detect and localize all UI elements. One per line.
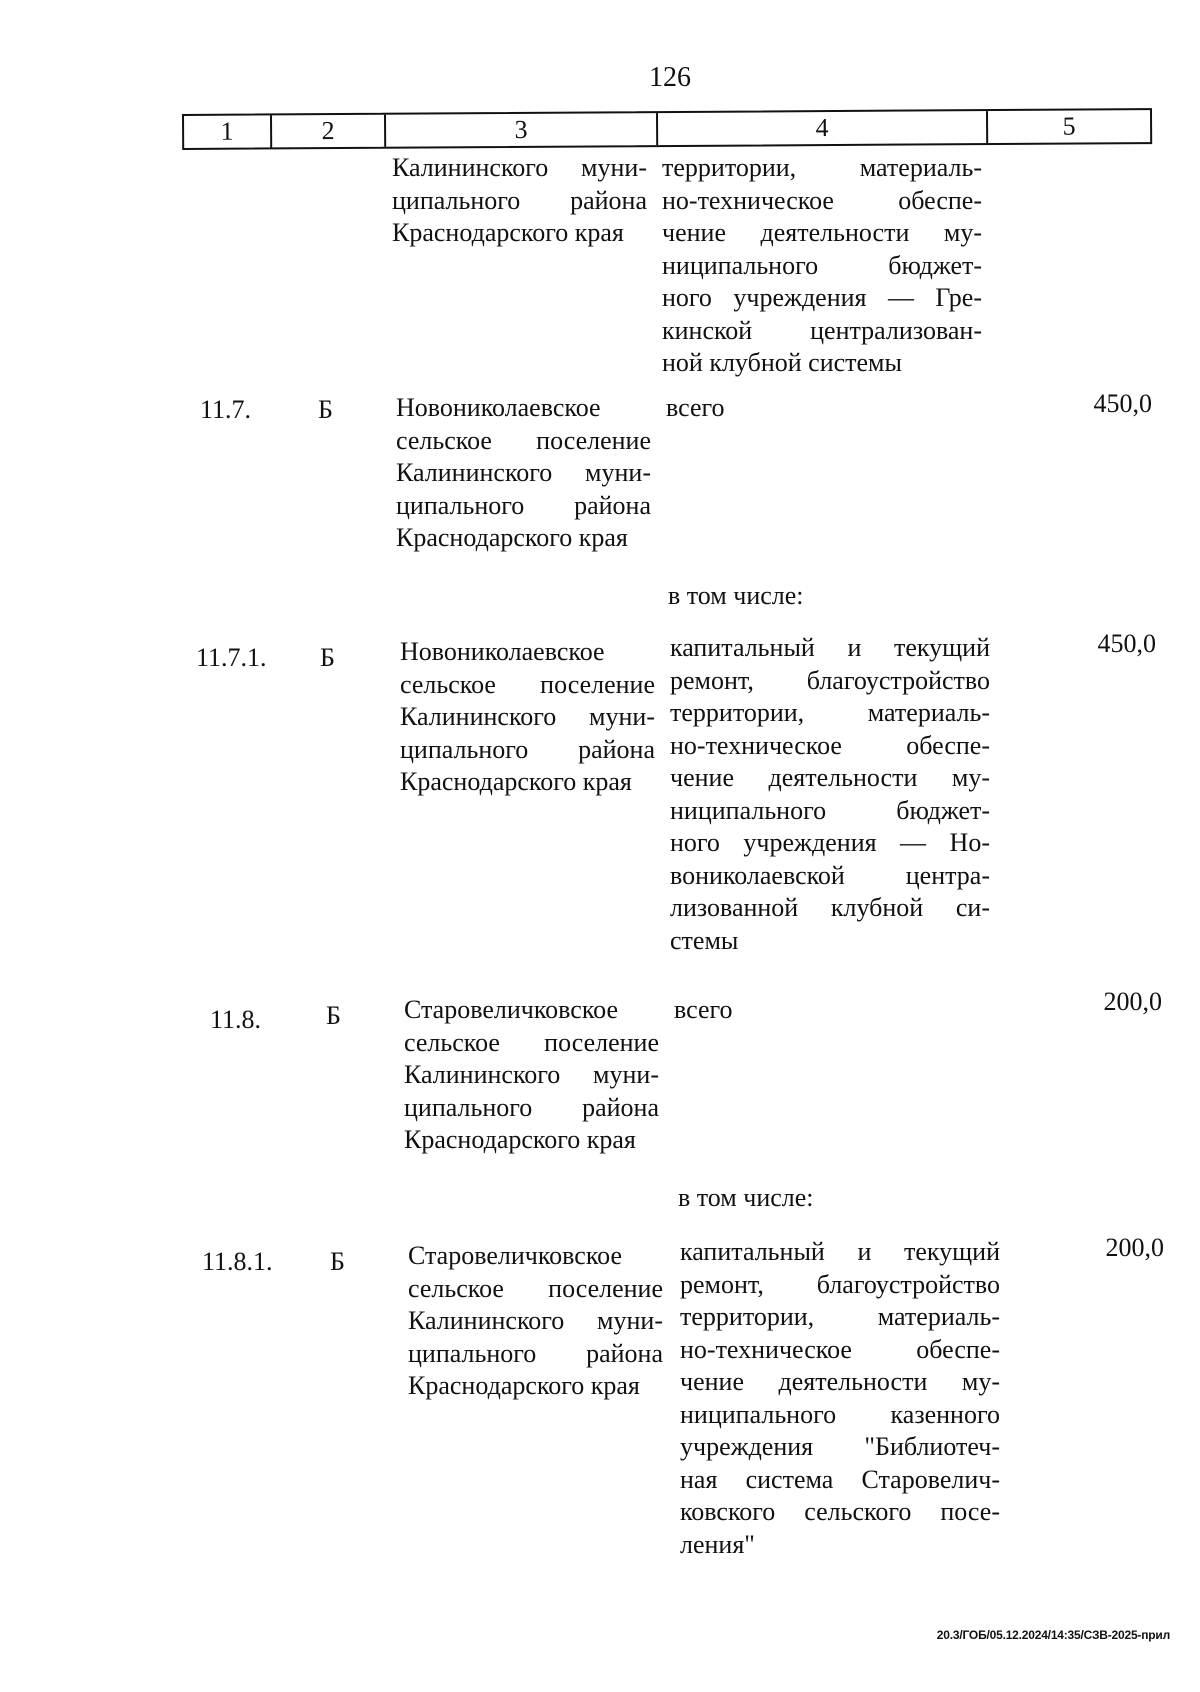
header-cell-5: 5 bbox=[986, 110, 1150, 143]
including-label: в том числе: bbox=[678, 1183, 814, 1212]
header-cell-2: 2 bbox=[270, 115, 384, 148]
header-cell-1: 1 bbox=[220, 116, 234, 146]
row-subject: Старовеличковское сельское поселение Калининского муни- ципального района Краснодарского края bbox=[404, 995, 659, 1154]
continuation-col3: Калининского муни- ципального района Краснодарского края bbox=[392, 153, 647, 247]
document-footer-code: 20.3/ГОБ/05.12.2024/14:35/СЗВ-2025-прил bbox=[936, 1628, 1170, 1642]
including-label: в том числе: bbox=[668, 581, 804, 610]
table-header-row bbox=[182, 108, 1152, 150]
row-subject: Новониколаевское сельское поселение Калининского муни- ципального района Краснодарского края bbox=[400, 637, 655, 796]
row-subject: Новониколаевское сельское поселение Калининского муни- ципального района Краснодарского края bbox=[396, 393, 651, 552]
row-purpose: капитальный и текущий ремонт, благоустройство территории, материаль- но-техническое обеспе- чение деятельности му- ниципального бюджет- ного учреждения — Но- вониколаевской центра- лизованной клубной си- стемы bbox=[670, 633, 990, 955]
row-type: Б bbox=[318, 395, 333, 424]
row-subject: Старовеличковское сельское поселение Калининского муни- ципального района Краснодарского края bbox=[408, 1241, 663, 1400]
row-amount: 450,0 bbox=[1093, 389, 1152, 418]
continuation-col4: территории, материаль- но-техническое обеспе- чение деятельности му- ниципального бюджет- ного учреждения — Гре- кинской централизован- ной клубной системы bbox=[662, 153, 982, 377]
page-number: 126 bbox=[649, 62, 691, 93]
row-purpose: всего bbox=[674, 995, 733, 1024]
row-number: 11.7. bbox=[200, 395, 252, 424]
row-number: 11.8. bbox=[210, 1005, 262, 1034]
header-cell-4: 4 bbox=[656, 111, 986, 145]
row-amount: 450,0 bbox=[1097, 629, 1156, 658]
row-amount: 200,0 bbox=[1105, 1233, 1164, 1262]
row-amount: 200,0 bbox=[1103, 987, 1162, 1016]
row-type: Б bbox=[330, 1247, 345, 1276]
row-purpose: капитальный и текущий ремонт, благоустройство территории, материаль- но-техническое обеспе- чение деятельности му- ниципального казенного учреждения "Библиотеч- ная система Старовелич- ковского сельского посе- ления" bbox=[680, 1237, 1000, 1559]
row-type: Б bbox=[320, 643, 335, 672]
row-number: 11.7.1. bbox=[196, 643, 267, 672]
row-number: 11.8.1. bbox=[202, 1247, 273, 1276]
header-cell-3: 3 bbox=[384, 113, 656, 147]
row-purpose: всего bbox=[666, 393, 725, 422]
row-type: Б bbox=[326, 1001, 341, 1030]
